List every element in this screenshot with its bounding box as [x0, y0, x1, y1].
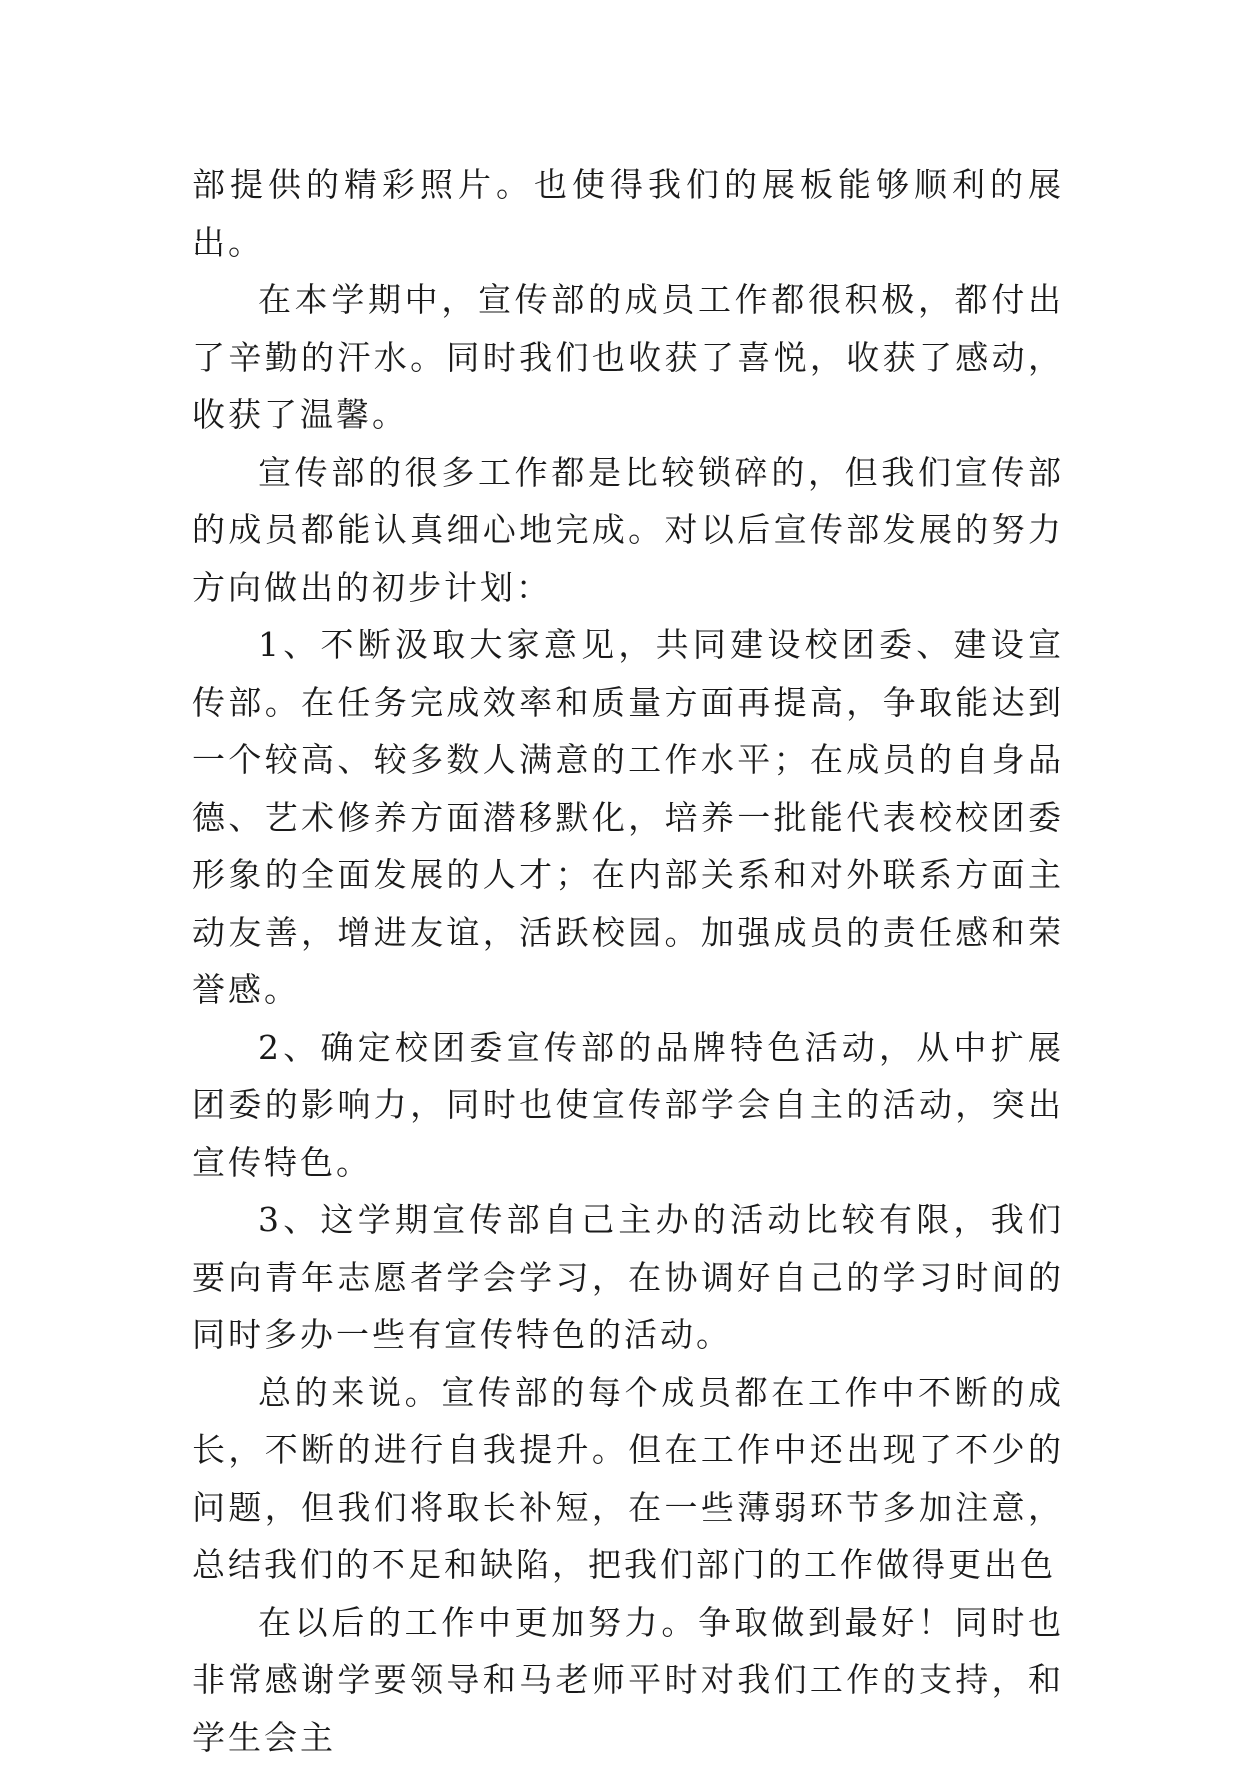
paragraph-3: 宣传部的很多工作都是比较锁碎的，但我们宣传部的成员都能认真细心地完成。对以后宣传部发展的努力方向做出的初步计划：: [192, 444, 1064, 617]
paragraph-4: 1、不断汲取大家意见，共同建设校团委、建设宣传部。在任务完成效率和质量方面再提高，争取能达到一个较高、较多数人满意的工作水平；在成员的自身品德、艺术修养方面潜移默化，培养一批能代表校校团委形象的全面发展的人才；在内部关系和对外联系方面主动友善，增进友谊，活跃校园。加强成员的责任感和荣誉感。: [192, 616, 1064, 1019]
paragraph-8: 在以后的工作中更加努力。争取做到最好！同时也非常感谢学要领导和马老师平时对我们工作的支持，和学生会主: [192, 1594, 1064, 1766]
paragraph-5: 2、确定校团委宣传部的品牌特色活动，从中扩展团委的影响力，同时也使宣传部学会自主的活动，突出宣传特色。: [192, 1019, 1064, 1192]
paragraph-7: 总的来说。宣传部的每个成员都在工作中不断的成长，不断的进行自我提升。但在工作中还出现了不少的问题，但我们将取长补短，在一些薄弱环节多加注意，总结我们的不足和缺陷，把我们部门的工作做得更出色: [192, 1364, 1064, 1594]
paragraph-2: 在本学期中，宣传部的成员工作都很积极，都付出了辛勤的汗水。同时我们也收获了喜悦，收获了感动，收获了温馨。: [192, 271, 1064, 444]
document-body: [192, 156, 1064, 1766]
paragraph-6: 3、这学期宣传部自己主办的活动比较有限，我们要向青年志愿者学会学习，在协调好自己的学习时间的同时多办一些有宣传特色的活动。: [192, 1191, 1064, 1364]
paragraph-1: 部提供的精彩照片。也使得我们的展板能够顺利的展出。: [192, 156, 1064, 271]
